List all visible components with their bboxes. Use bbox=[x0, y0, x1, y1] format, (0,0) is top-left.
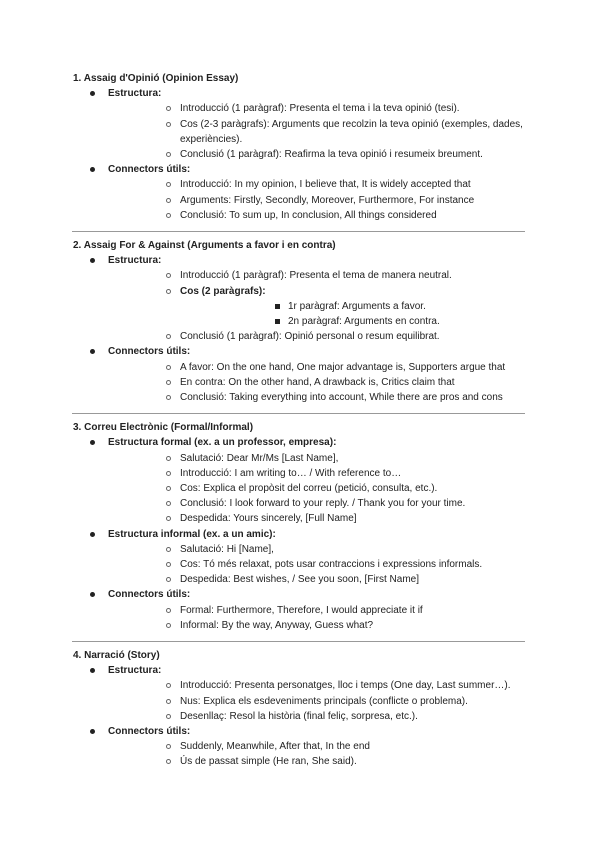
bullet-circle-icon bbox=[166, 501, 171, 506]
section-title: 4. Narració (Story) bbox=[73, 650, 160, 662]
bullet-circle-icon bbox=[166, 608, 171, 613]
bullet-circle-icon bbox=[166, 380, 171, 385]
bullet-circle-icon bbox=[166, 122, 171, 127]
section-divider bbox=[72, 641, 525, 642]
bullet-disc-icon bbox=[90, 592, 95, 597]
list-level-2 bbox=[108, 101, 528, 162]
section bbox=[73, 238, 528, 405]
list-item-text: Estructura: bbox=[108, 88, 162, 100]
bullet-circle-icon bbox=[166, 456, 171, 461]
bullet-circle-icon bbox=[166, 213, 171, 218]
bullet-circle-icon bbox=[166, 547, 171, 552]
list-item-text: Connectors útils: bbox=[108, 346, 191, 358]
bullet-circle-icon bbox=[166, 516, 171, 521]
list-item-text: Introducció (1 paràgraf): Presenta el tema de manera neutral. bbox=[180, 270, 452, 282]
list-item bbox=[108, 603, 528, 618]
list-item bbox=[108, 117, 528, 147]
bullet-circle-icon bbox=[166, 699, 171, 704]
list-item-text: Cos: Explica el propòsit del correu (petició, consulta, etc.). bbox=[180, 483, 438, 495]
bullet-circle-icon bbox=[166, 395, 171, 400]
document-body bbox=[73, 71, 528, 770]
list-item-text: 1r paràgraf: Arguments a favor. bbox=[288, 300, 426, 312]
list-item bbox=[108, 208, 528, 223]
bullet-circle-icon bbox=[166, 106, 171, 111]
list-level-1 bbox=[73, 435, 528, 633]
list-item-text: Cos (2 paràgrafs): bbox=[180, 285, 266, 297]
bullet-circle-icon bbox=[166, 623, 171, 628]
list-item-text: Salutació: Dear Mr/Ms [Last Name], bbox=[180, 452, 339, 464]
section bbox=[73, 71, 528, 223]
bullet-circle-icon bbox=[166, 759, 171, 764]
list-item bbox=[108, 390, 528, 405]
list-item-text: Introducció: In my opinion, I believe that, It is widely accepted that bbox=[180, 179, 471, 191]
list-item bbox=[73, 162, 528, 223]
list-item-text: Ús de passat simple (He ran, She said). bbox=[180, 756, 357, 768]
list-level-1 bbox=[73, 86, 528, 223]
list-item-text: Informal: By the way, Anyway, Guess what? bbox=[180, 619, 374, 631]
list-item-text: Conclusió: Taking everything into account, While there are pros and cons bbox=[180, 392, 503, 404]
list-item-text: Connectors útils: bbox=[108, 589, 191, 601]
bullet-disc-icon bbox=[90, 91, 95, 96]
list-item bbox=[108, 694, 528, 709]
section-title: 2. Assaig For & Against (Arguments a favor i en contra) bbox=[73, 240, 336, 252]
list-item bbox=[108, 481, 528, 496]
list-item-text: Despedida: Best wishes, / See you soon, [First Name] bbox=[180, 574, 419, 586]
list-item-text: Conclusió: I look forward to your reply. / Thank you for your time. bbox=[180, 498, 466, 510]
list-item-text: Connectors útils: bbox=[108, 726, 191, 738]
list-item bbox=[108, 572, 528, 587]
bullet-disc-icon bbox=[90, 258, 95, 263]
list-item bbox=[108, 754, 528, 769]
bullet-square-icon bbox=[275, 319, 280, 324]
list-item-text: En contra: On the other hand, A drawback is, Critics claim that bbox=[180, 376, 455, 388]
list-item-text: Cos: Tó més relaxat, pots usar contraccions i expressions informals. bbox=[180, 559, 483, 571]
list-level-2 bbox=[108, 360, 528, 406]
list-item bbox=[108, 618, 528, 633]
list-item bbox=[73, 527, 528, 588]
bullet-circle-icon bbox=[166, 577, 171, 582]
list-item bbox=[108, 511, 528, 526]
bullet-circle-icon bbox=[166, 152, 171, 157]
list-item bbox=[73, 86, 528, 162]
list-item-text: Conclusió (1 paràgraf): Opinió personal o resum equilibrat. bbox=[180, 331, 440, 343]
list-item bbox=[108, 329, 528, 344]
bullet-disc-icon bbox=[90, 532, 95, 537]
bullet-circle-icon bbox=[166, 273, 171, 278]
list-level-3 bbox=[180, 299, 528, 329]
list-level-2 bbox=[108, 542, 528, 588]
section bbox=[73, 648, 528, 770]
list-item-text: 2n paràgraf: Arguments en contra. bbox=[288, 316, 440, 328]
bullet-circle-icon bbox=[166, 683, 171, 688]
list-item bbox=[108, 193, 528, 208]
list-item bbox=[108, 177, 528, 192]
list-item bbox=[108, 542, 528, 557]
section bbox=[73, 420, 528, 633]
list-item-text: Nus: Explica els esdeveniments principals (conflicte o problema). bbox=[180, 695, 468, 707]
list-item bbox=[73, 253, 528, 344]
list-item-text: Estructura formal (ex. a un professor, empresa): bbox=[108, 437, 337, 449]
list-item-text: Suddenly, Meanwhile, After that, In the end bbox=[180, 741, 370, 753]
list-item-text: Conclusió: To sum up, In conclusion, All things considered bbox=[180, 209, 437, 221]
list-item bbox=[73, 724, 528, 770]
list-item-text: Introducció: I am writing to… / With reference to… bbox=[180, 467, 402, 479]
list-item-text: Desenllaç: Resol la història (final feliç, sorpresa, etc.). bbox=[180, 710, 418, 722]
bullet-disc-icon bbox=[90, 167, 95, 172]
list-item-text: Conclusió (1 paràgraf): Reafirma la teva opinió i resumeix breument. bbox=[180, 149, 483, 160]
bullet-circle-icon bbox=[166, 365, 171, 370]
list-item-text: Salutació: Hi [Name], bbox=[180, 543, 274, 555]
list-item bbox=[108, 739, 528, 754]
section-divider bbox=[72, 231, 525, 232]
list-item bbox=[108, 375, 528, 390]
bullet-square-icon bbox=[275, 304, 280, 309]
bullet-circle-icon bbox=[166, 182, 171, 187]
list-level-2 bbox=[108, 603, 528, 633]
list-item-text: Introducció (1 paràgraf): Presenta el tema i la teva opinió (tesi). bbox=[180, 103, 460, 115]
section-divider bbox=[72, 413, 525, 414]
bullet-disc-icon bbox=[90, 440, 95, 445]
bullet-disc-icon bbox=[90, 349, 95, 354]
bullet-circle-icon bbox=[166, 198, 171, 203]
list-item bbox=[108, 557, 528, 572]
bullet-circle-icon bbox=[166, 744, 171, 749]
list-item bbox=[73, 663, 528, 724]
list-item bbox=[108, 360, 528, 375]
bullet-circle-icon bbox=[166, 562, 171, 567]
section-title: 1. Assaig d'Opinió (Opinion Essay) bbox=[73, 73, 239, 84]
list-item-text: Estructura: bbox=[108, 665, 162, 677]
bullet-circle-icon bbox=[166, 289, 171, 294]
bullet-disc-icon bbox=[90, 729, 95, 734]
list-item bbox=[180, 299, 528, 314]
list-item-text: Arguments: Firstly, Secondly, Moreover, Furthermore, For instance bbox=[180, 194, 475, 206]
list-level-1 bbox=[73, 253, 528, 405]
list-item-text: Estructura: bbox=[108, 255, 162, 267]
list-level-2 bbox=[108, 268, 528, 344]
list-item bbox=[108, 284, 528, 330]
bullet-circle-icon bbox=[166, 714, 171, 719]
bullet-circle-icon bbox=[166, 334, 171, 339]
bullet-circle-icon bbox=[166, 471, 171, 476]
list-item-text: Estructura informal (ex. a un amic): bbox=[108, 528, 276, 540]
list-level-2 bbox=[108, 678, 528, 724]
section-title: 3. Correu Electrònic (Formal/Informal) bbox=[73, 422, 254, 434]
list-item bbox=[108, 268, 528, 283]
list-item-text: Connectors útils: bbox=[108, 164, 191, 176]
list-item bbox=[73, 344, 528, 405]
list-level-2 bbox=[108, 451, 528, 527]
list-item-text: Cos (2-3 paràgrafs): Arguments que recolzin la teva opinió (exemples, dades, experiències). bbox=[180, 118, 523, 145]
list-level-1 bbox=[73, 663, 528, 769]
bullet-circle-icon bbox=[166, 486, 171, 491]
list-item bbox=[180, 314, 528, 329]
list-item bbox=[108, 451, 528, 466]
list-item-text: A favor: On the one hand, One major advantage is, Supporters argue that bbox=[180, 361, 506, 373]
list-item bbox=[108, 466, 528, 481]
list-item-text: Formal: Furthermore, Therefore, I would appreciate it if bbox=[180, 604, 423, 616]
list-level-2 bbox=[108, 177, 528, 223]
list-item bbox=[108, 678, 528, 693]
list-item bbox=[73, 435, 528, 526]
list-item bbox=[73, 587, 528, 633]
bullet-disc-icon bbox=[90, 668, 95, 673]
list-item-text: Despedida: Yours sincerely, [Full Name] bbox=[180, 513, 357, 525]
list-item bbox=[108, 101, 528, 116]
list-item bbox=[108, 709, 528, 724]
list-level-2 bbox=[108, 739, 528, 769]
list-item bbox=[108, 496, 528, 511]
list-item-text: Introducció: Presenta personatges, lloc i temps (One day, Last summer…). bbox=[180, 680, 511, 692]
list-item bbox=[108, 147, 528, 162]
